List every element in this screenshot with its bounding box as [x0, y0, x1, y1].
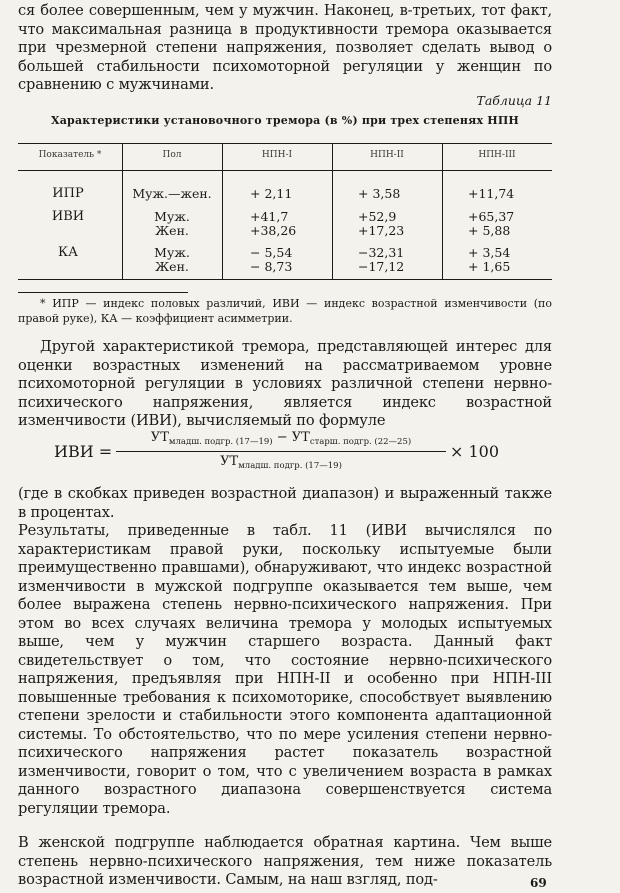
table-cell-npn3: +65,37: [468, 209, 515, 224]
ivi-formula: [54, 430, 524, 478]
paragraph-intro: ся более совершенным, чем у мужчин. Наконец, в-третьих, тот факт, что максимальная разница в продуктивности тремора оказывается при чрезмерной степени напряжения, позволяет сделать вывод о большей стабильности психомоторной регуляции у женщин по сравнению с мужчинами.: [18, 2, 552, 93]
footnote-rule: [18, 292, 188, 293]
header-sex: Пол: [162, 150, 182, 160]
table-cell-npn2: +52,9: [358, 209, 397, 224]
formula-denominator: $УТ_{младш. подгр. (17—19)}$: [220, 454, 342, 471]
book-page: [18, 0, 552, 893]
table-bottom-rule: [18, 279, 552, 280]
table-row-sex: Муж.: [154, 245, 190, 260]
table-cell-npn1: +38,26: [250, 223, 297, 238]
table-row-indicator: ИВИ: [51, 209, 85, 224]
table-cell-npn3: + 1,65: [468, 259, 511, 274]
paragraph-ivi-intro: Другой характеристикой тремора, представляющей интерес для оценки возрастных изменений на рассматриваемом уровне психомоторной регуляции в условиях различной степени нервно-психического напряжения, является индекс возрастной изменчивости (ИВИ), вычисляемый по формуле: [18, 338, 552, 429]
header-indicator: Показатель *: [38, 150, 102, 160]
formula-rhs: × 100: [450, 442, 500, 461]
header-npn-2: НПН-II: [370, 150, 404, 160]
table-cell-npn1: +41,7: [250, 209, 289, 224]
paragraph-female: В женской подгруппе наблюдается обратная картина. Чем выше степень нервно-психического напряжения, тем ниже показатель возрастной изменчивости. Самым, на наш взгляд, под-: [18, 834, 552, 888]
table-caption: Таблица 11: [476, 93, 552, 108]
header-npn-3: НПН-III: [478, 150, 516, 160]
table-cell-npn2: +17,23: [358, 223, 405, 238]
table-header-rule: [18, 170, 552, 171]
table-top-rule: [18, 143, 552, 144]
paragraph-formula-note: (где в скобках приведен возрастной диапазон) и выраженный также в процентах.: [18, 485, 552, 521]
table-cell-npn3: + 5,88: [468, 223, 511, 238]
formula-lhs: ИВИ =: [54, 442, 113, 461]
formula-numerator: $УТ_{младш. подгр. (17—19)} - УТ_{старш. подгр. (22—25)}$: [150, 430, 412, 447]
table-cell-npn2: −17,12: [358, 259, 405, 274]
table-row-sex: Муж.—жен.: [132, 186, 212, 201]
table-row-indicator: КА: [58, 245, 78, 260]
table-row-sex: Муж.: [154, 209, 190, 224]
table-cell-npn1: + 2,11: [250, 186, 293, 201]
table-cell-npn3: + 3,54: [468, 245, 511, 260]
formula-fraction-bar: [116, 451, 446, 452]
table-cell-npn3: +11,74: [468, 186, 515, 201]
table-cell-npn1: − 5,54: [250, 245, 293, 260]
table-row-sex: Жен.: [155, 259, 189, 274]
page-number: 69: [530, 876, 547, 890]
paragraph-results: Результаты, приведенные в табл. 11 (ИВИ вычислялся по характеристикам правой руки, поскольку испытуемые были преимущественно правшами), обнаруживают, что индекс возрастной изменчивости в мужской подгруппе оказывается тем выше, чем более выражена степень нервно-психического напряжения. При этом во всех случаях величина тремора у молодых испытуемых выше, чем у мужчин старшего возраста. Данный факт свидетельствует о том, что состояние нервно-психического напряжения, предъявляя при НПН-II и особенно при НПН-III повышенные требования к психомоторике, способствует выявлению степени зрелости и стабильности этого компонента адаптационной системы. То обстоятельство, что по мере усиления степени нервно-психического напряжения растет показатель возрастной изменчивости, говорит о том, что с увеличением возраста в рамках данного возрастного диапазона совершенствуется система регуляции тремора.: [18, 522, 552, 817]
table-footnote: * ИПР — индекс половых различий, ИВИ — индекс возрастной изменчивости (по правой руке), КА — коэффициент асимметрии.: [18, 297, 552, 325]
table-cell-npn2: −32,31: [358, 245, 405, 260]
header-npn-1: НПН-I: [261, 150, 293, 160]
table-row-indicator: ИПР: [52, 186, 84, 201]
table-row-sex: Жен.: [155, 223, 189, 238]
table-cell-npn1: − 8,73: [250, 259, 293, 274]
table-cell-npn2: + 3,58: [358, 186, 401, 201]
table-title: Характеристики установочного тремора (в %) при трех степенях НПН: [50, 114, 520, 127]
